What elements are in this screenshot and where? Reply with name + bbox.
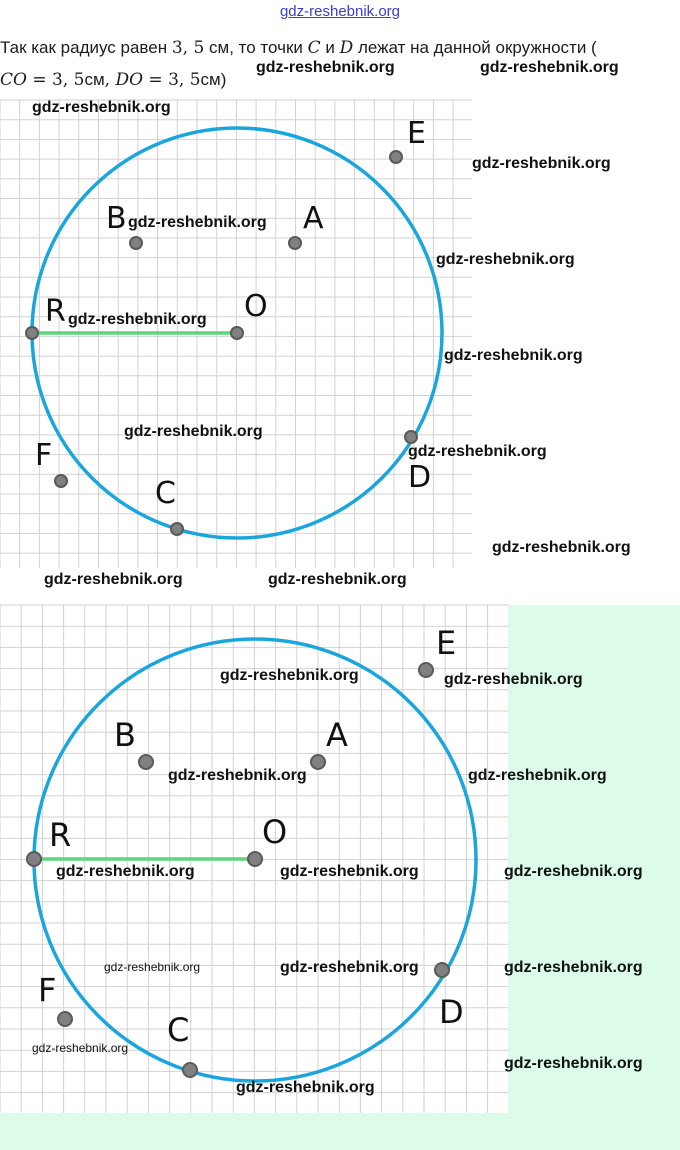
radius-value: 3, 5	[171, 38, 205, 58]
label-e: E	[436, 624, 457, 662]
watermark: gdz-reshebnik.org	[444, 347, 583, 364]
point-c-ref: C	[307, 38, 321, 58]
watermark: gdz-reshebnik.org	[128, 214, 267, 231]
watermark: gdz-reshebnik.org	[408, 443, 547, 460]
point-d-ref: D	[339, 38, 354, 58]
point-b[interactable]	[130, 237, 142, 249]
point-a[interactable]	[289, 237, 301, 249]
label-o: O	[262, 813, 288, 851]
text-part: лежат на данной окружности (	[353, 38, 597, 57]
watermark: gdz-reshebnik.org	[280, 863, 419, 880]
point-e[interactable]	[419, 663, 433, 677]
label-b: B	[106, 201, 127, 236]
watermark: gdz-reshebnik.org	[472, 155, 611, 172]
label-f: F	[38, 971, 57, 1009]
watermark: gdz-reshebnik.org	[436, 251, 575, 268]
unit: см	[84, 70, 105, 89]
equation: = 3, 5	[143, 70, 201, 90]
watermark: gdz-reshebnik.org	[468, 767, 607, 784]
point-b[interactable]	[139, 755, 153, 769]
watermark: gdz-reshebnik.org	[444, 671, 583, 688]
point-f[interactable]	[55, 475, 67, 487]
text-part: )	[220, 70, 227, 89]
watermark: gdz-reshebnik.org	[220, 667, 359, 684]
point-d[interactable]	[405, 431, 417, 443]
label-d: D	[439, 993, 464, 1031]
watermark: gdz-reshebnik.org	[32, 1041, 129, 1055]
point-o[interactable]	[231, 327, 243, 339]
watermark: gdz-reshebnik.org	[44, 571, 183, 588]
watermark: gdz-reshebnik.org	[168, 767, 307, 784]
watermark: gdz-reshebnik.org	[268, 571, 407, 588]
point-c[interactable]	[171, 523, 183, 535]
label-a: A	[326, 716, 348, 754]
watermark: gdz-reshebnik.org	[256, 59, 395, 76]
point-a[interactable]	[311, 755, 325, 769]
point-f[interactable]	[58, 1012, 72, 1026]
label-e: E	[407, 116, 426, 151]
watermark: gdz-reshebnik.org	[280, 959, 419, 976]
segment-co: CO	[0, 70, 27, 90]
point-e[interactable]	[390, 151, 402, 163]
text-part: см, то точки	[204, 38, 308, 57]
point-o[interactable]	[248, 852, 262, 866]
watermark: gdz-reshebnik.org	[480, 59, 619, 76]
text-part: Так как радиус равен	[0, 38, 172, 57]
site-link[interactable]: gdz-reshebnik.org	[279, 3, 401, 20]
watermark: gdz-reshebnik.org	[32, 99, 171, 116]
watermark: gdz-reshebnik.org	[504, 959, 643, 976]
watermark: gdz-reshebnik.org	[236, 1079, 375, 1096]
watermark: gdz-reshebnik.org	[504, 863, 643, 880]
point-r[interactable]	[26, 327, 38, 339]
watermark: gdz-reshebnik.org	[68, 311, 207, 328]
label-c: C	[155, 476, 176, 511]
label-f: F	[35, 438, 53, 473]
watermark: gdz-reshebnik.org	[492, 539, 631, 556]
label-r: R	[49, 816, 72, 854]
point-c[interactable]	[183, 1063, 197, 1077]
equation: = 3, 5	[26, 70, 85, 90]
segment-do: DO	[115, 70, 144, 90]
watermark: gdz-reshebnik.org	[104, 960, 201, 974]
watermark: gdz-reshebnik.org	[124, 423, 263, 440]
text-part: и	[320, 38, 340, 57]
watermark: gdz-reshebnik.org	[56, 863, 195, 880]
label-r: R	[45, 294, 66, 329]
label-c: C	[167, 1011, 190, 1049]
comma: ,	[104, 70, 116, 90]
label-d: D	[408, 460, 432, 495]
label-a: A	[303, 201, 324, 236]
label-b: B	[114, 716, 136, 754]
watermark: gdz-reshebnik.org	[504, 1055, 643, 1072]
point-r[interactable]	[27, 852, 41, 866]
unit: см	[200, 70, 221, 89]
point-d[interactable]	[435, 963, 449, 977]
label-o: O	[244, 289, 268, 324]
